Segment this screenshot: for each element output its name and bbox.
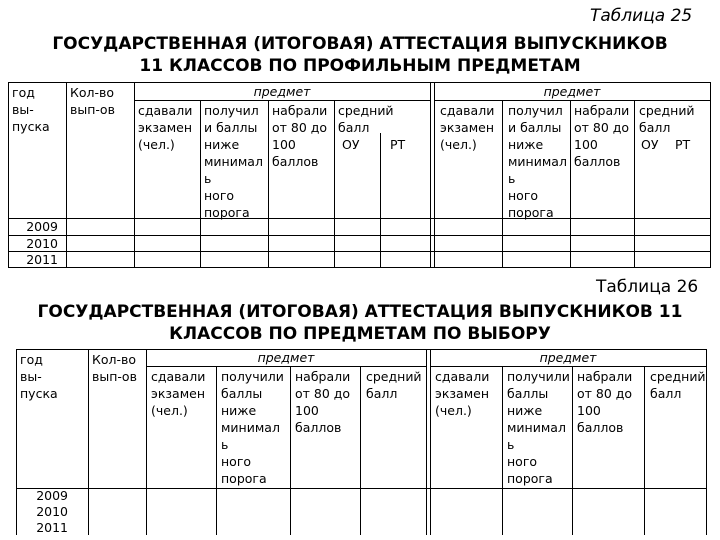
table26-header-average: средний балл (366, 369, 422, 401)
table25-header-ou: ОУ (342, 137, 360, 152)
table26-header-below-min-right: получили баллы ниже минимал ь ного порога (507, 369, 570, 486)
table26-year-2009: 2009 (36, 488, 68, 503)
table26-year-2011: 2011 (36, 520, 68, 535)
table26-subject-right: предмет (539, 350, 597, 365)
table26-col-year: год вы- пуска (20, 352, 58, 401)
table25-header-80-100-right: набрали от 80 до 100 баллов (574, 103, 630, 169)
table25-header-below-min-right: получил и баллы ниже минимал ь ного порога (508, 103, 567, 220)
table25-header-average-right: средний балл (639, 103, 695, 135)
table25-title-line1: ГОСУДАРСТВЕННАЯ (ИТОГОВАЯ) АТТЕСТАЦИЯ ВЫПУСКНИКОВ (52, 34, 668, 54)
table25-year-2011: 2011 (26, 252, 58, 267)
table26-title-line2: КЛАССОВ ПО ПРЕДМЕТАМ ПО ВЫБОРУ (169, 324, 551, 344)
table25-header-took-right: сдавали экзамен (чел.) (440, 103, 495, 152)
table26-caption: Таблица 26 (596, 277, 699, 297)
table25-subject-right: предмет (543, 84, 601, 99)
table26-col-count: Кол-во вып-ов (92, 352, 137, 384)
table26-subject-left: предмет (257, 350, 315, 365)
table25-header-rt: РТ (390, 137, 406, 152)
table26-header-80-100-right: набрали от 80 до 100 баллов (577, 369, 633, 435)
table25-header-ou-right: ОУ (641, 137, 659, 152)
table26-title-line1: ГОСУДАРСТВЕННАЯ (ИТОГОВАЯ) АТТЕСТАЦИЯ ВЫПУСКНИКОВ 11 (37, 302, 683, 322)
table26-header-80-100: набрали от 80 до 100 баллов (295, 369, 351, 435)
table26-year-2010: 2010 (36, 504, 68, 519)
table25-caption: Таблица 25 (590, 6, 693, 26)
table25-header-below-min: получил и баллы ниже минимал ь ного порога (204, 103, 263, 220)
table25-col-count: Кол-во вып-ов (70, 85, 115, 117)
table25-title-line2: 11 КЛАССОВ ПО ПРОФИЛЬНЫМ ПРЕДМЕТАМ (139, 56, 581, 76)
table25-header-rt-right: РТ (675, 137, 691, 152)
table25-subject-left: предмет (253, 84, 311, 99)
table26-header-below-min: получили баллы ниже минимал ь ного порога (221, 369, 284, 486)
table26-header-average-right: средний балл (650, 369, 706, 401)
table26-header-took: сдавали экзамен (чел.) (151, 369, 206, 418)
table25-year-2009: 2009 (26, 219, 58, 234)
table25-col-year: год вы- пуска (12, 85, 50, 134)
table25-header-average: средний балл (338, 103, 394, 135)
table25-year-2010: 2010 (26, 236, 58, 251)
table25-header-took: сдавали экзамен (чел.) (138, 103, 193, 152)
table26-header-took-right: сдавали экзамен (чел.) (435, 369, 490, 418)
table25-header-80-100: набрали от 80 до 100 баллов (272, 103, 328, 169)
